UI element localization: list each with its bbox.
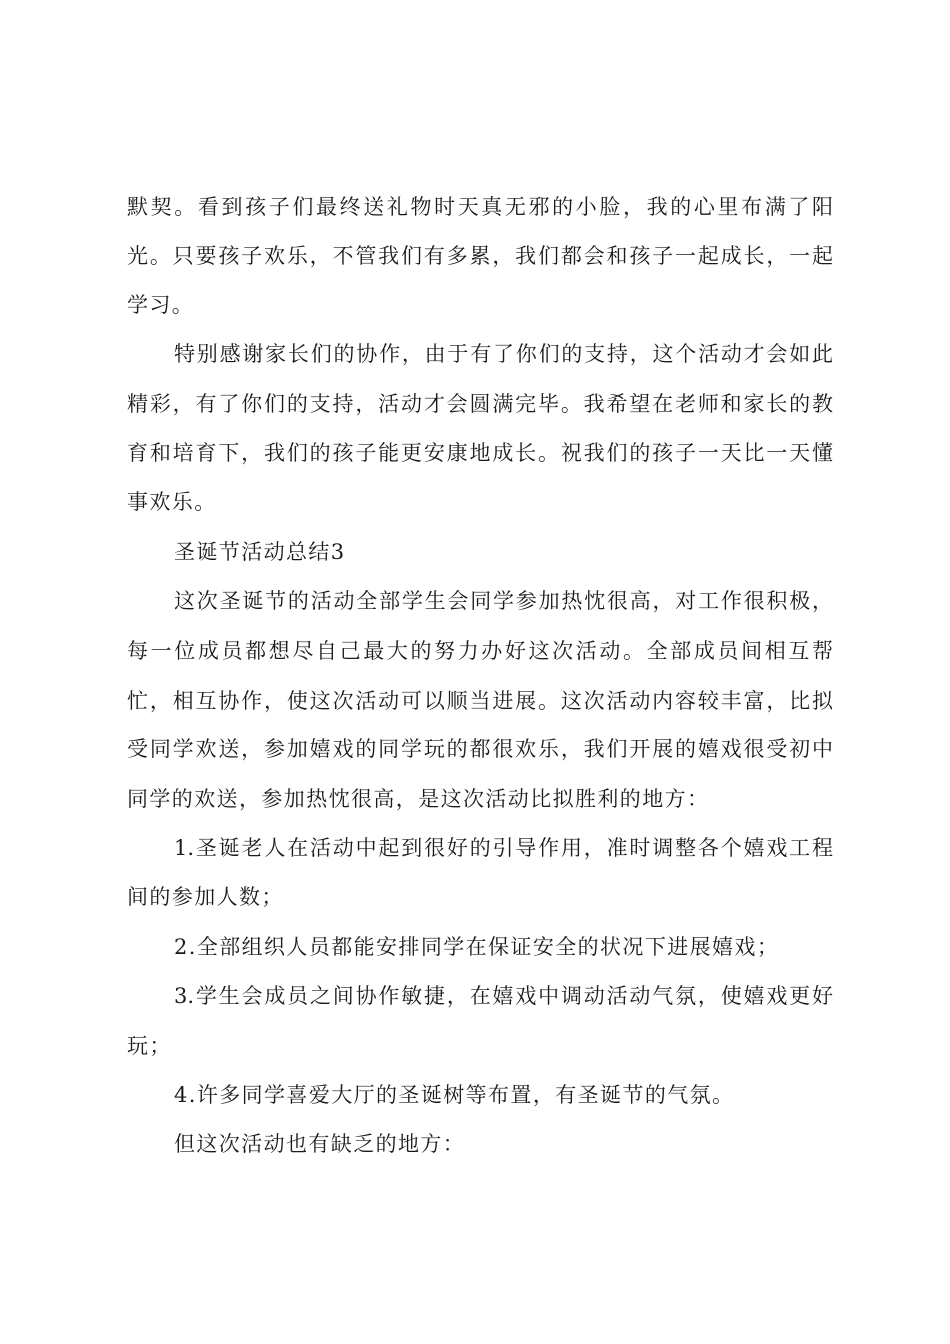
paragraph-line: 每一位成员都想尽自己最大的努力办好这次活动。全部成员间相互帮 — [127, 639, 833, 663]
list-item: 3.学生会成员之间协作敏捷，在嬉戏中调动活动气氛，使嬉戏更好 — [174, 984, 833, 1008]
list-item: 2.全部组织人员都能安排同学在保证安全的状况下进展嬉戏； — [174, 935, 780, 959]
paragraph-line: 但这次活动也有缺乏的地方： — [174, 1132, 466, 1156]
paragraph-line: 忙，相互协作，使这次活动可以顺当进展。这次活动内容较丰富，比拟 — [127, 689, 833, 713]
paragraph-line: 事欢乐。 — [127, 490, 217, 514]
paragraph-line: 这次圣诞节的活动全部学生会同学参加热忱很高，对工作很积极， — [174, 589, 833, 613]
list-item-continuation: 间的参加人数； — [127, 885, 284, 909]
paragraph-line: 育和培育下，我们的孩子能更安康地成长。祝我们的孩子一天比一天懂 — [127, 441, 833, 465]
section-heading: 圣诞节活动总结3 — [174, 540, 346, 564]
list-item: 1.圣诞老人在活动中起到很好的引导作用，准时调整各个嬉戏工程 — [174, 836, 833, 860]
paragraph-line: 特别感谢家长们的协作，由于有了你们的支持，这个活动才会如此 — [174, 342, 833, 366]
paragraph-line: 学习。 — [127, 293, 195, 317]
paragraph-line: 光。只要孩子欢乐，不管我们有多累，我们都会和孩子一起成长，一起 — [127, 244, 833, 268]
paragraph-line: 受同学欢送，参加嬉戏的同学玩的都很欢乐，我们开展的嬉戏很受初中 — [127, 737, 833, 761]
list-item: 4.许多同学喜爱大厅的圣诞树等布置，有圣诞节的气氛。 — [174, 1083, 735, 1107]
paragraph-line: 同学的欢送，参加热忱很高，是这次活动比拟胜利的地方： — [127, 787, 710, 811]
paragraph-line: 默契。看到孩子们最终送礼物时天真无邪的小脸，我的心里布满了阳 — [127, 195, 833, 219]
paragraph-line: 精彩，有了你们的支持，活动才会圆满完毕。我希望在老师和家长的教 — [127, 392, 833, 416]
list-item-continuation: 玩； — [127, 1034, 172, 1058]
